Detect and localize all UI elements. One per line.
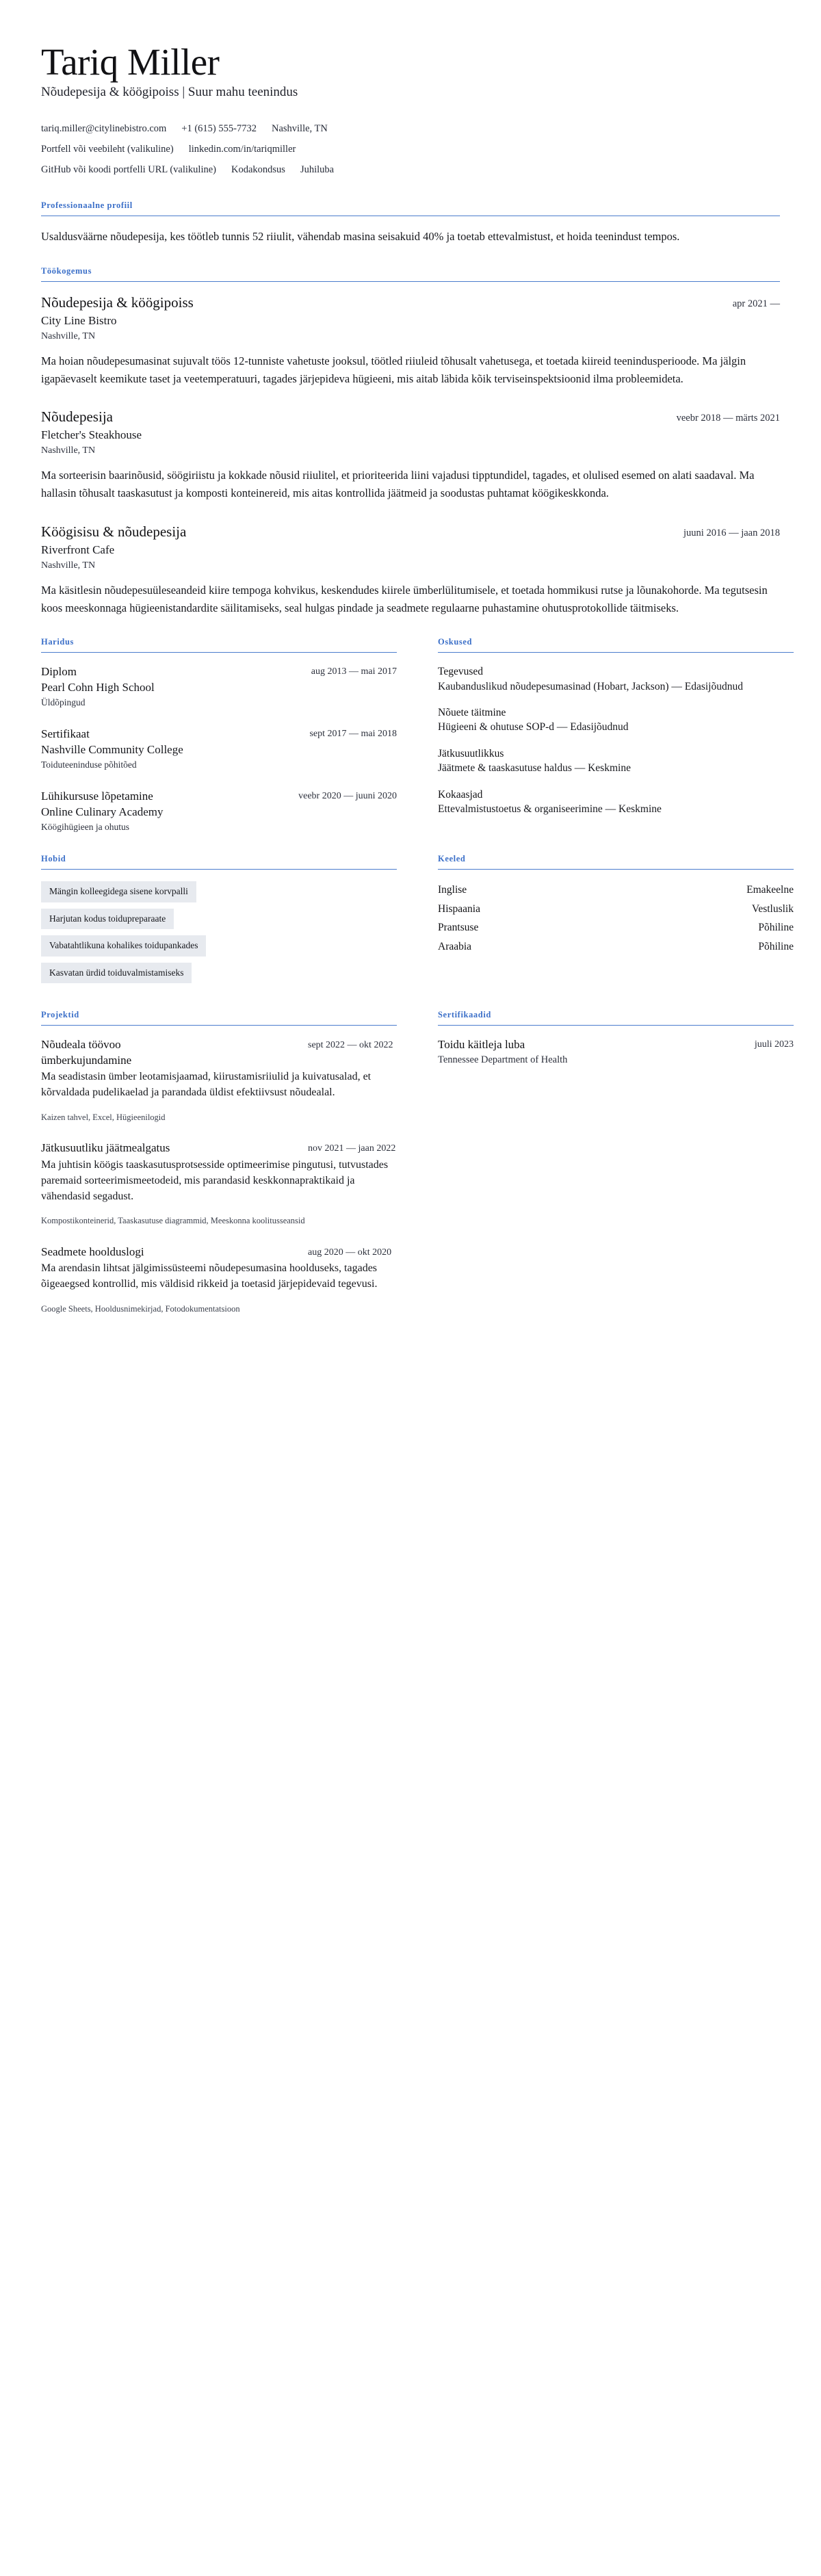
- language-row: [438, 919, 794, 938]
- hobby-chip-row: [41, 963, 397, 990]
- education-item-text: [41, 727, 183, 771]
- education-item-header: [41, 664, 397, 709]
- section-rule: [41, 281, 780, 282]
- hobby-chip: Kasvatan ürdid toiduvalmistamiseks: [41, 963, 192, 984]
- job-date-range: veebr 2018 — märts 2021: [676, 413, 780, 424]
- project-item: [41, 1245, 397, 1314]
- skill-items: Kaubanduslikud nõudepesumasinad (Hobart, Jackson) — Edasijõudnud: [438, 680, 743, 692]
- section-certifications: [438, 1010, 794, 1067]
- section-title-projects: Projektid: [41, 1010, 79, 1020]
- education-item-header: [41, 789, 397, 833]
- job-title: Nõudepesija & köögipoiss: [41, 294, 194, 311]
- project-description: Ma juhtisin köögis taaskasutusprotsesside optimeerimise pingutusi, tutvustades paremaid sorteerimismeetodeid, mis parandasid keskkonnapraktikaid ja vähendasid segadust.: [41, 1158, 389, 1203]
- email-text[interactable]: tariq.miller@citylinebistro.com: [41, 122, 167, 134]
- skill-category: Tegevused: [438, 666, 484, 678]
- section-rule: [41, 869, 397, 870]
- section-summary: [41, 200, 780, 246]
- summary-text: Usaldusväärne nõudepesija, kes töötleb tunnis 52 riiulit, vähendab masina seisakuid 40% ja toetab ettevalmistust, et hoida teenindust tempos.: [41, 229, 680, 243]
- section-title-summary: Professionaalne profiil: [41, 200, 133, 210]
- language-row: [438, 900, 794, 920]
- hobby-chip-row: [41, 881, 397, 909]
- drivers-license-text: Juhiluba: [300, 164, 335, 175]
- professional-headline: Nõudepesija & köögipoiss | Suur mahu teenindus: [41, 85, 298, 100]
- hobbies-languages-row: [41, 854, 794, 989]
- skill-items: Ettevalmistustoetus & organiseerimine — Keskmine: [438, 803, 662, 815]
- education-item-text: [41, 789, 163, 833]
- contact-line-1: [41, 118, 780, 139]
- job-description: Ma käsitlesin nõudepesuüleseandeid kiire tempoga kohvikus, keskendudes kiirele ümberlülitumisele, et toetada hommikusi rutse ja lõunakohorde. Ma tegutsesin koos meeskonnaga hügieenistandardite säilitamiseks, seal hulgas pindade ja seadmete regulaarne puhastamine ohutusprotokollide täitmiseks.: [41, 583, 768, 614]
- education-school: Nashville Community College: [41, 742, 183, 756]
- project-date-range: sept 2022 — okt 2022: [308, 1040, 393, 1051]
- language-name: Inglise: [438, 884, 467, 896]
- project-tools: Google Sheets, Hooldusnimekirjad, Fotodokumentatsioon: [41, 1303, 240, 1314]
- language-level: Vestluslik: [751, 902, 794, 915]
- skill-category: Nõuete täitmine: [438, 707, 506, 719]
- skill-group: [438, 788, 794, 817]
- skill-category: Jätkusuutlikkus: [438, 747, 504, 759]
- section-title-languages: Keeled: [438, 854, 466, 864]
- education-date-range: sept 2017 — mai 2018: [309, 729, 397, 740]
- section-hobbies: [41, 854, 397, 989]
- education-note: Üldõpingud: [41, 697, 86, 708]
- section-rule: [41, 652, 397, 653]
- project-name: Nõudeala töövoo ümberkujundamine: [41, 1038, 132, 1067]
- section-rule: [438, 652, 794, 653]
- job-title: Köögisisu & nõudepesija: [41, 523, 187, 540]
- hobby-chip-row: [41, 935, 397, 963]
- page-title: Tariq Miller: [41, 41, 220, 83]
- education-date-range: veebr 2020 — juuni 2020: [298, 791, 397, 802]
- certification-issuer: Tennessee Department of Health: [438, 1054, 568, 1065]
- education-item: [41, 727, 397, 771]
- language-row: [438, 938, 794, 957]
- hobby-chip-row: [41, 909, 397, 936]
- citizenship-text: Kodakondsus: [231, 164, 285, 175]
- project-date-range: nov 2021 — jaan 2022: [308, 1143, 396, 1154]
- project-description: Ma arendasin lihtsat jälgimissüsteemi nõudepesumasina hoolduseks, tagades õigeaegsed kontrollid, mis väldisid rikkeid ja toetasid järjepidevaid tegevusi.: [41, 1262, 378, 1290]
- education-school: Pearl Cohn High School: [41, 680, 155, 694]
- education-date-range: aug 2013 — mai 2017: [311, 666, 397, 677]
- project-tools: Kaizen tahvel, Excel, Hügieenilogid: [41, 1112, 166, 1122]
- contact-line-3: [41, 159, 780, 180]
- section-title-skills: Oskused: [438, 637, 473, 647]
- job-company: Riverfront Cafe: [41, 543, 115, 556]
- section-rule: [41, 1025, 397, 1026]
- education-note: Köögihügieen ja ohutus: [41, 822, 129, 833]
- education-item: [41, 789, 397, 833]
- project-name: Jätkusuutliku jäätmealgatus: [41, 1141, 170, 1155]
- education-item: [41, 664, 397, 709]
- hobby-chip: Harjutan kodus toidupreparaate: [41, 909, 174, 930]
- section-title-certifications: Sertifikaadid: [438, 1010, 491, 1020]
- skill-category: Kokaasjad: [438, 788, 483, 801]
- project-item: [41, 1037, 397, 1123]
- language-level: Põhiline: [758, 922, 794, 934]
- job-location: Nashville, TN: [41, 560, 96, 571]
- education-item-text: [41, 664, 155, 709]
- hobby-chip: Vabatahtlikuna kohalikes toidupankades: [41, 935, 206, 957]
- education-degree: Diplom: [41, 665, 77, 679]
- experience-item-header: [41, 408, 780, 426]
- linkedin-text[interactable]: linkedin.com/in/tariqmiller: [188, 143, 296, 155]
- education-degree: Sertifikaat: [41, 727, 90, 741]
- education-skills-row: [41, 637, 780, 833]
- language-name: Prantsuse: [438, 922, 479, 934]
- resume-header: [41, 42, 780, 180]
- job-company: City Line Bistro: [41, 313, 117, 327]
- job-date-range: apr 2021 —: [732, 298, 780, 309]
- project-item-header: [41, 1141, 397, 1156]
- experience-item: [41, 294, 780, 387]
- language-row: [438, 881, 794, 900]
- section-rule: [438, 869, 794, 870]
- location-text: Nashville, TN: [271, 122, 328, 134]
- job-location: Nashville, TN: [41, 445, 96, 456]
- section-title-experience: Töökogemus: [41, 266, 92, 276]
- skill-group: [438, 664, 794, 694]
- certification-item-header: [438, 1037, 794, 1052]
- experience-item: [41, 408, 780, 502]
- job-description: Ma sorteerisin baarinõusid, söögiriistu ja kokkade nõusid riiulitel, et prioriteerida liini vajadusi tipptundidel, tagades, et olulised esemed on alati saadaval. Ma hallasin tõhusalt taaskasutust ja komposti konteinereid, mis aitas kontrollida jäätmeid ja soodustas puhtamat köögikeskkonda.: [41, 469, 755, 500]
- section-projects: [41, 1010, 397, 1314]
- certification-item: [438, 1037, 794, 1067]
- language-name: Hispaania: [438, 902, 480, 915]
- experience-item: [41, 523, 780, 616]
- project-tools: Kompostikonteinerid, Taaskasutuse diagrammid, Meeskonna koolitusseansid: [41, 1216, 305, 1226]
- job-location: Nashville, TN: [41, 330, 96, 341]
- job-company: Fletcher's Steakhouse: [41, 428, 142, 442]
- experience-item-header: [41, 294, 780, 312]
- job-date-range: juuni 2016 — jaan 2018: [683, 527, 780, 538]
- skill-items: Jäätmete & taaskasutuse haldus — Keskmine: [438, 762, 631, 775]
- project-item: [41, 1141, 397, 1227]
- github-placeholder-text[interactable]: GitHub või koodi portfelli URL (valikuline): [41, 164, 216, 175]
- section-experience: [41, 266, 780, 616]
- education-note: Toiduteeninduse põhitõed: [41, 759, 137, 770]
- portfolio-placeholder-text[interactable]: Portfell või veebileht (valikuline): [41, 143, 174, 155]
- language-level: Emakeelne: [746, 884, 794, 896]
- job-description: Ma hoian nõudepesumasinat sujuvalt töös 12-tunniste vahetuste jooksul, töötled riiuleid tõhusalt vahetusega, et toetada kiireid teenindusperioode. Ma jälgin igapäevaselt keemikute taset ja veetemperatuuri, tagades järjepideva hügieeni, mis aitab läbida kõik terviseinspektsioonid ilma probleemideta.: [41, 354, 746, 385]
- experience-item-header: [41, 523, 780, 541]
- project-item-header: [41, 1037, 397, 1068]
- certification-date: juuli 2023: [754, 1039, 794, 1050]
- contact-line-2: [41, 139, 780, 159]
- section-title-education: Haridus: [41, 637, 74, 647]
- project-name: Seadmete hoolduslogi: [41, 1245, 144, 1258]
- section-title-hobbies: Hobid: [41, 854, 66, 864]
- hobby-chip-list: [41, 881, 397, 989]
- language-level: Põhiline: [758, 941, 794, 952]
- education-item-header: [41, 727, 397, 771]
- skill-group: [438, 746, 794, 776]
- education-school: Online Culinary Academy: [41, 805, 164, 818]
- language-name: Araabia: [438, 941, 472, 952]
- section-languages: [438, 854, 794, 957]
- phone-text[interactable]: +1 (615) 555-7732: [181, 122, 257, 134]
- skill-group: [438, 705, 794, 735]
- section-rule: [438, 1025, 794, 1026]
- section-skills: [438, 637, 794, 816]
- hobby-chip: Mängin kolleegidega sisene korvpalli: [41, 881, 196, 902]
- project-description: Ma seadistasin ümber leotamisjaamad, kiirustamisriiulid ja kuivatusalad, et kõrvaldada pudelikaelad ja parandada üldist efektiivsust nõudealal.: [41, 1071, 372, 1099]
- project-item-header: [41, 1245, 397, 1260]
- project-date-range: aug 2020 — okt 2020: [308, 1247, 392, 1258]
- education-degree: Lühikursuse lõpetamine: [41, 790, 153, 803]
- skill-items: Hügieeni & ohutuse SOP-d — Edasijõudnud: [438, 721, 629, 733]
- projects-certifications-row: [41, 1010, 794, 1314]
- job-title: Nõudepesija: [41, 408, 113, 426]
- certification-name: Toidu käitleja luba: [438, 1038, 525, 1052]
- section-education: [41, 637, 397, 833]
